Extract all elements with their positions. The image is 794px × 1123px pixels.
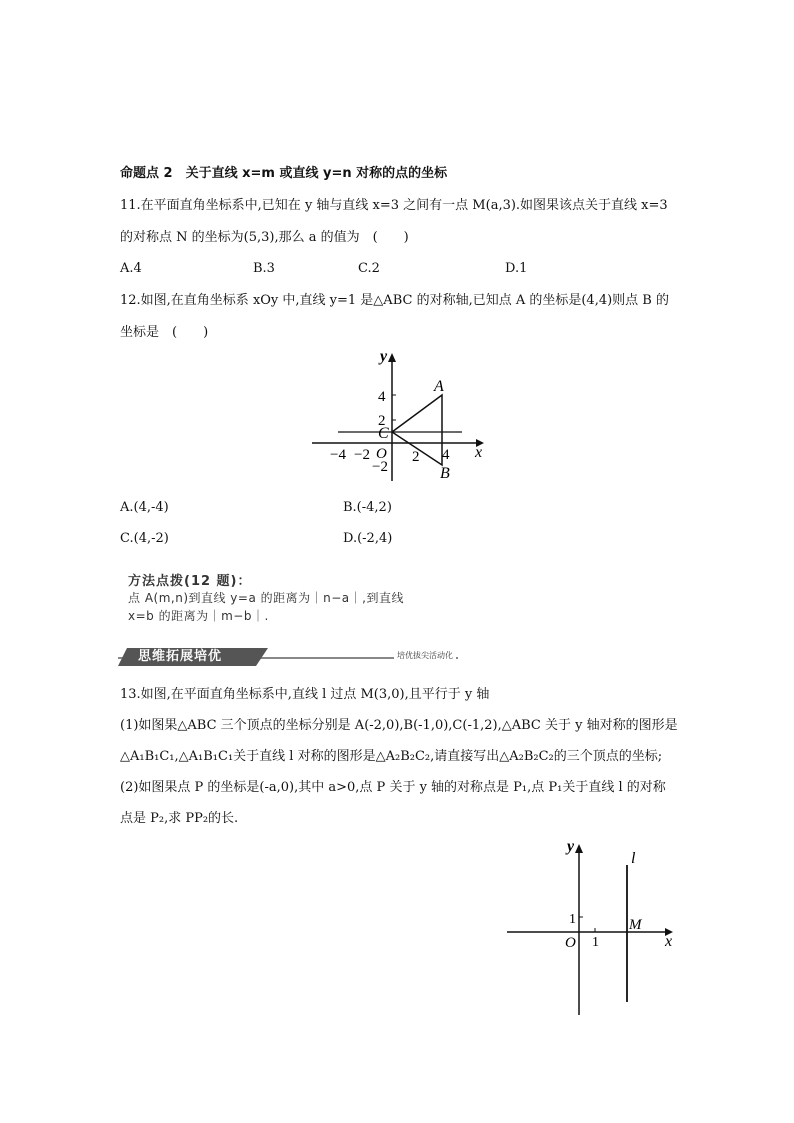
q12-x-label: x (475, 444, 483, 461)
q13-text-line5: 点是 P₂,求 PP₂的长. (120, 811, 239, 826)
q12-point-a-label: A (434, 378, 444, 395)
q12-tick-xneg2: −2 (354, 447, 370, 463)
q12-y-label: y (380, 348, 388, 365)
q12-tick-y2: 2 (378, 413, 386, 429)
q13-text-line4: (2)如图果点 P 的坐标是(-a,0),其中 a>0,点 P 关于 y 轴的对称点是 P₁,点 P₁关于直线 l 的对称 (120, 780, 666, 795)
section-banner (118, 648, 458, 666)
q12-y-arrow (388, 353, 396, 362)
q12-origin-label: O (376, 446, 387, 462)
q12-tick-yneg2: −2 (372, 459, 388, 475)
q12-text-line1: 12.如图,在直角坐标系 xOy 中,直线 y=1 是△ABC 的对称轴,已知点 A 的坐标是(4,4)则点 B 的 (120, 293, 669, 308)
q13-figure (505, 835, 685, 1020)
section-heading: 命题点 2 关于直线 x=m 或直线 y=n 对称的点的坐标 (120, 166, 448, 181)
banner-subtitle: 培优拔尖活动化 (394, 650, 456, 661)
q12-point-b-label: B (440, 465, 450, 482)
q12-point-c-label: C (378, 425, 389, 442)
q12-tick-x4: 4 (442, 447, 450, 463)
q12-tick-y4: 4 (378, 389, 386, 405)
tip-line2: x=b 的距离为｜m−b｜. (128, 609, 269, 623)
q13-tick-x1: 1 (592, 935, 599, 950)
q11-option-a: A.4 (120, 261, 142, 276)
q12-option-a: A.(4,-4) (120, 500, 169, 515)
method-tip (128, 570, 458, 625)
q13-point-m-label: M (629, 917, 642, 933)
q12-tick-xneg4: −4 (330, 447, 346, 463)
q12-figure (310, 345, 490, 485)
q11-option-c: C.2 (358, 261, 380, 276)
q11-text-line2: 的对称点 N 的坐标为(5,3),那么 a 的值为 ( ) (120, 230, 409, 245)
tip-line1: 点 A(m,n)到直线 y=a 的距离为｜n−a｜,到直线 (128, 591, 404, 605)
q12-option-b: B.(-4,2) (343, 500, 392, 515)
q11-option-d: D.1 (505, 261, 528, 276)
tip-title: 方法点拨(12 题)： (128, 574, 252, 589)
q13-text-line1: 13.如图,在平面直角坐标系中,直线 l 过点 M(3,0),且平行于 y 轴 (120, 687, 490, 702)
q13-line-l-label: l (631, 850, 636, 867)
q12-tick-x2: 2 (412, 449, 420, 465)
q13-y-arrow (575, 844, 583, 853)
q12-option-d: D.(-2,4) (343, 531, 393, 546)
q11-text-line1: 11.在平面直角坐标系中,已知在 y 轴与直线 x=3 之间有一点 M(a,3).如图果该点关于直线 x=3 (120, 198, 668, 213)
q12-text-line2: 坐标是 ( ) (120, 325, 209, 340)
q13-x-label: x (665, 933, 673, 950)
q13-text-line2: (1)如图果△ABC 三个顶点的坐标分别是 A(-2,0),B(-1,0),C(-1,2),△ABC 关于 y 轴对称的图形是 (120, 718, 678, 733)
q13-y-label: y (567, 838, 575, 855)
q13-text-line3: △A₁B₁C₁,△A₁B₁C₁关于直线 l 对称的图形是△A₂B₂C₂,请直接写出△A₂B₂C₂的三个顶点的坐标; (120, 749, 663, 764)
q13-tick-y1: 1 (569, 912, 576, 927)
q13-origin-label: O (565, 935, 576, 951)
banner-title: 思维拓展培优 (138, 649, 223, 664)
q12-option-c: C.(4,-2) (120, 531, 169, 546)
q11-option-b: B.3 (253, 261, 275, 276)
